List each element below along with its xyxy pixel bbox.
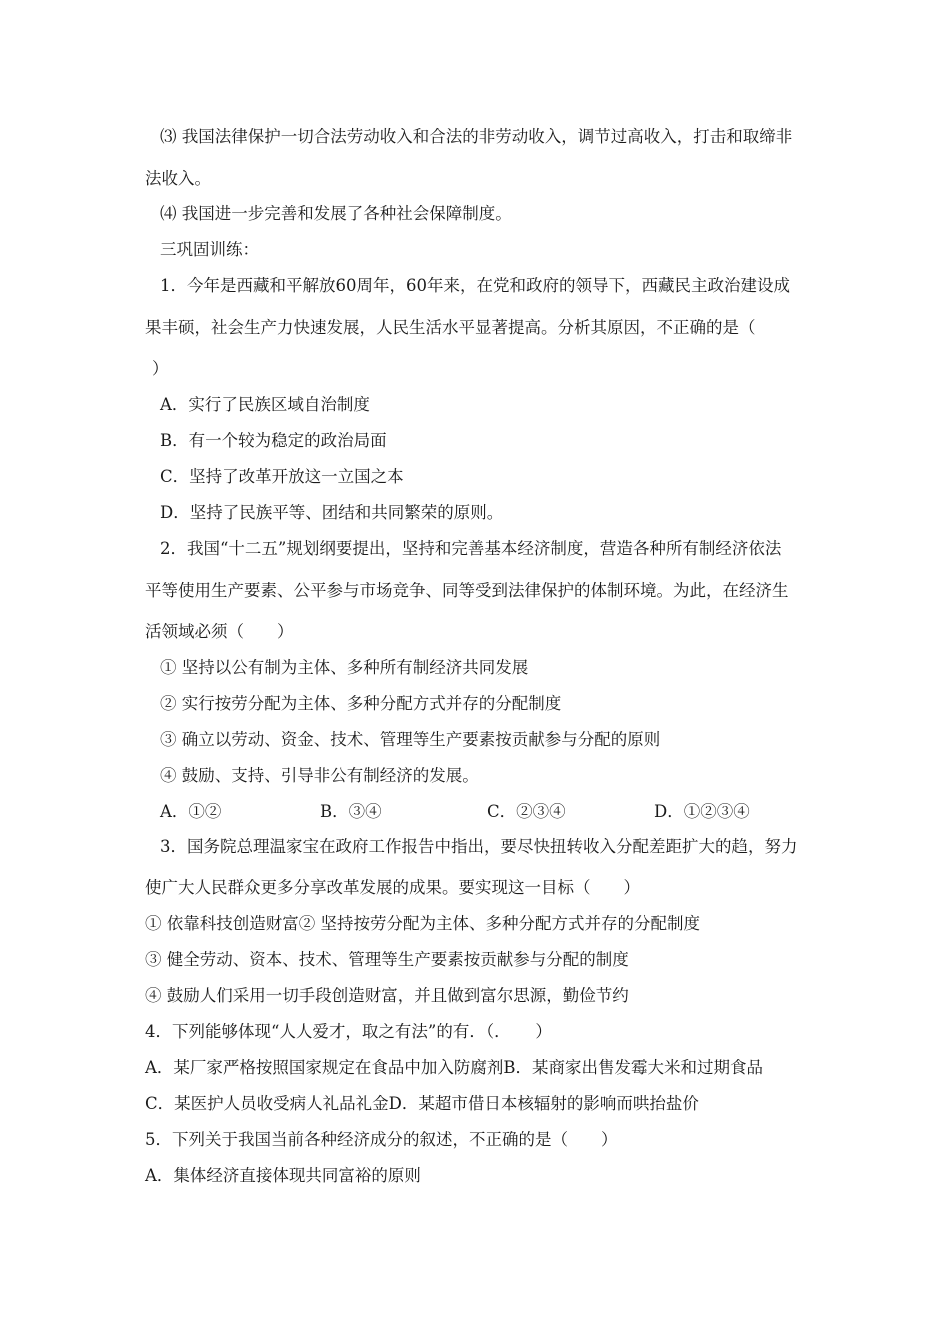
statement-3: ③ 健全劳动、资本、技术、管理等生产要素按贡献参与分配的制度 — [145, 950, 629, 969]
text-line: 活领域必须（ ） — [145, 622, 294, 641]
question-5: 5．下列关于我国当前各种经济成分的叙述，不正确的是（ ） — [145, 1130, 618, 1149]
statement-1: ① 依靠科技创造财富② 坚持按劳分配为主体、多种分配方式并存的分配制度 — [145, 914, 700, 933]
option-a: A．①② — [160, 802, 222, 821]
text-line: ⑷ 我国进一步完善和发展了各种社会保障制度。 — [160, 204, 512, 223]
statement-2: ② 实行按劳分配为主体、多种分配方式并存的分配制度 — [160, 694, 562, 713]
option-cd: C．某医护人员收受病人礼品礼金D．某超市借日本核辐射的影响而哄抬盐价 — [145, 1094, 699, 1113]
text-line: ） — [152, 359, 169, 378]
option-c: C．坚持了改革开放这一立国之本 — [160, 467, 404, 486]
option-d: D．坚持了民族平等、团结和共同繁荣的原则。 — [160, 503, 504, 522]
question-2: 2．我国“十二五”规划纲要提出，坚持和完善基本经济制度，营造各种所有制经济依法 — [160, 539, 782, 558]
question-1: 1．今年是西藏和平解放60周年，60年来，在党和政府的领导下，西藏民主政治建设成 — [160, 276, 790, 295]
text-line: 使广大人民群众更多分享改革发展的成果。要实现这一目标（ ） — [145, 878, 640, 897]
text-line: ⑶ 我国法律保护一切合法劳动收入和合法的非劳动收入，调节过高收入，打击和取缔非 — [160, 127, 793, 146]
text-line: 果丰硕，社会生产力快速发展，人民生活水平显著提高。分析其原因，不正确的是（ — [145, 318, 756, 337]
question-4: 4．下列能够体现“人人爱才，取之有法”的有．（． ） — [145, 1022, 552, 1041]
question-3: 3．国务院总理温家宝在政府工作报告中指出，要尽快扭转收入分配差距扩大的趋，努力 — [160, 837, 798, 856]
section-heading: 三巩固训练： — [160, 240, 259, 259]
option-ab: A．某厂家严格按照国家规定在食品中加入防腐剂B．某商家出售发霉大米和过期食品 — [145, 1058, 764, 1077]
statement-4: ④ 鼓励、支持、引导非公有制经济的发展。 — [160, 766, 479, 785]
option-a: A．集体经济直接体现共同富裕的原则 — [145, 1166, 421, 1185]
statement-4: ④ 鼓励人们采用一切手段创造财富，并且做到富尔思源，勤俭节约 — [145, 986, 629, 1005]
statement-1: ① 坚持以公有制为主体、多种所有制经济共同发展 — [160, 658, 529, 677]
statement-3: ③ 确立以劳动、资金、技术、管理等生产要素按贡献参与分配的原则 — [160, 730, 661, 749]
option-a: A．实行了民族区域自治制度 — [160, 395, 370, 414]
option-d: D．①②③④ — [654, 802, 750, 821]
text-line: 法收入。 — [145, 169, 211, 188]
option-c: C．②③④ — [487, 802, 566, 821]
option-b: B．有一个较为稳定的政治局面 — [160, 431, 387, 450]
option-b: B．③④ — [320, 802, 382, 821]
text-line: 平等使用生产要素、公平参与市场竞争、同等受到法律保护的体制环境。为此，在经济生 — [145, 581, 789, 600]
